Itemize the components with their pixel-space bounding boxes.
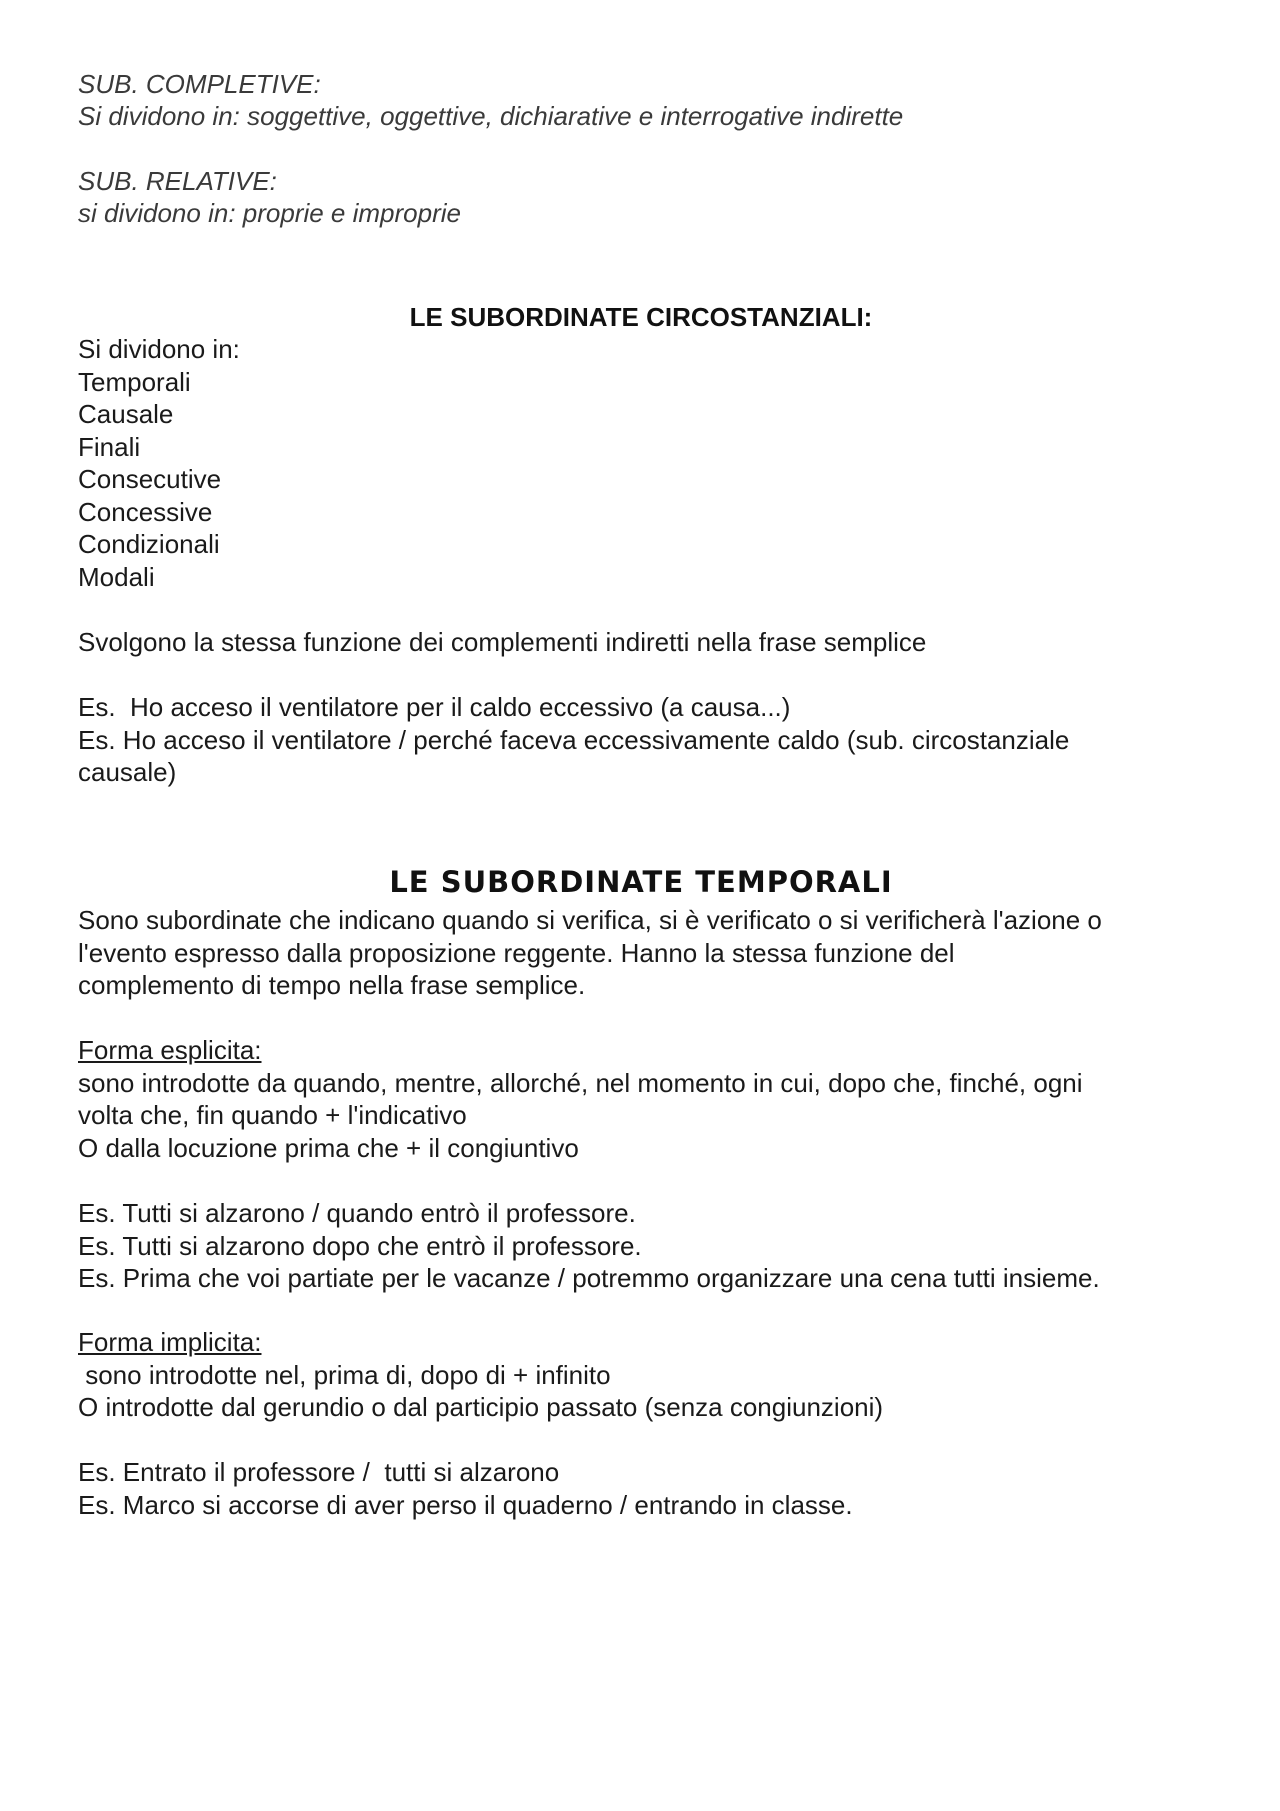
example-line: Es. Ho acceso il ventilatore / perché faceva eccessivamente caldo (sub. circostanziale: [78, 724, 1070, 755]
esplicita-line: sono introdotte da quando, mentre, allorché, nel momento in cui, dopo che, finché, ogni: [78, 1067, 1083, 1098]
example-line: Es. Ho acceso il ventilatore per il caldo eccessivo (a causa...): [78, 692, 791, 722]
esplicita-line: volta che, fin quando + l'indicativo: [78, 1100, 467, 1130]
implicita-examples: [78, 1456, 1218, 1521]
definition-line: Sono subordinate che indicano quando si verifica, si è verificato o si verificherà l'azione o: [78, 905, 1102, 935]
list-item: Concessive: [78, 496, 213, 527]
implicita-section: [78, 1326, 1218, 1424]
circostanziali-examples: [78, 691, 1218, 789]
implicita-line: sono introdotte nel, prima di, dopo di + infinito: [78, 1359, 611, 1390]
temporali-definition: [78, 904, 1218, 1002]
circostanziali-heading: LE SUBORDINATE CIRCOSTANZIALI:: [409, 302, 873, 332]
implicita-label: Forma implicita:: [78, 1327, 262, 1357]
relative-text: si dividono in: proprie e improprie: [78, 198, 461, 228]
example-line: Es. Marco si accorse di aver perso il quaderno / entrando in classe.: [78, 1489, 853, 1520]
example-line: causale): [78, 757, 177, 787]
temporali-heading: LE SUBORDINATE TEMPORALI: [389, 865, 893, 899]
function-text: Svolgono la stessa funzione dei complementi indiretti nella frase semplice: [78, 627, 927, 657]
relative-section: [78, 165, 1198, 229]
list-item: Condizionali: [78, 529, 220, 559]
list-item: Consecutive: [78, 464, 222, 494]
esplicita-line: O dalla locuzione prima che + il congiuntivo: [78, 1132, 579, 1163]
completive-section: [78, 68, 1198, 132]
definition-line: complemento di tempo nella frase semplice.: [78, 970, 586, 1000]
completive-text: Si dividono in: soggettive, oggettive, dichiarative e interrogative indirette: [78, 101, 904, 131]
implicita-line: O introdotte dal gerundio o dal participio passato (senza congiunzioni): [78, 1392, 884, 1422]
list-item: Finali: [78, 431, 141, 462]
esplicita-label: Forma esplicita:: [78, 1035, 262, 1065]
esplicita-examples: [78, 1197, 1218, 1295]
circostanziali-intro: Si dividono in:: [78, 334, 240, 364]
circostanziali-list: [78, 333, 1218, 593]
definition-line: l'evento espresso dalla proposizione reggente. Hanno la stessa funzione del: [78, 937, 955, 968]
relative-title: SUB. RELATIVE:: [78, 166, 277, 196]
completive-title: SUB. COMPLETIVE:: [78, 69, 321, 99]
example-line: Es. Prima che voi partiate per le vacanze / potremmo organizzare una cena tutti insieme.: [78, 1263, 1100, 1293]
example-line: Es. Entrato il professore / tutti si alzarono: [78, 1457, 560, 1487]
circostanziali-function: [78, 626, 1218, 659]
list-item: Modali: [78, 561, 155, 592]
esplicita-section: [78, 1034, 1218, 1164]
list-item: Temporali: [78, 366, 191, 397]
example-line: Es. Tutti si alzarono dopo che entrò il professore.: [78, 1230, 642, 1261]
list-item: Causale: [78, 399, 174, 429]
example-line: Es. Tutti si alzarono / quando entrò il professore.: [78, 1198, 636, 1228]
